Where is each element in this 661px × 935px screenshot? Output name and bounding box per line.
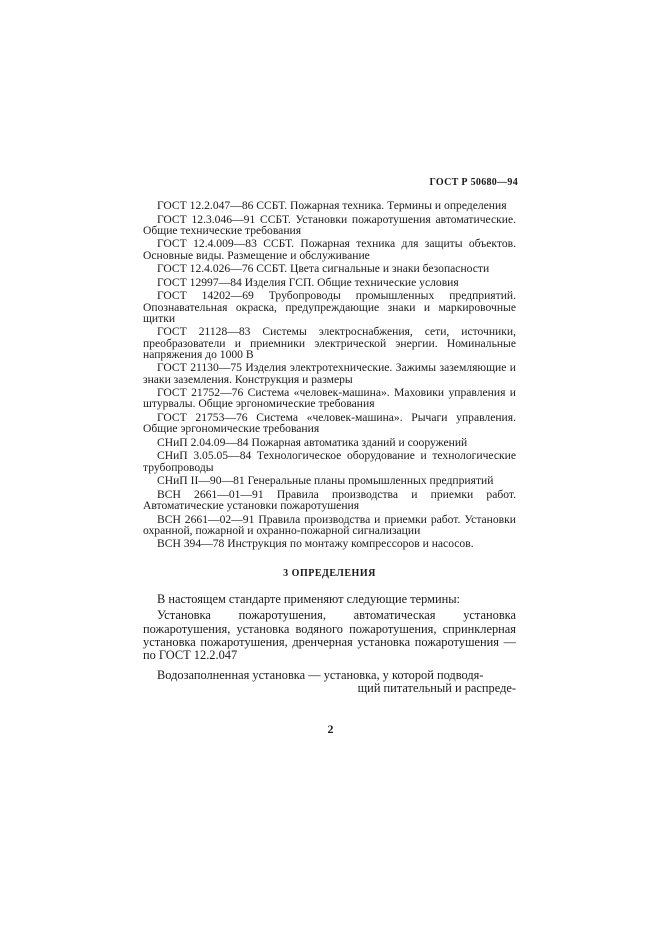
reference-item: ГОСТ 21752—76 Система «человек-машина». Маховики управления и штурвалы. Общие эргономические требования: [143, 386, 516, 411]
reference-item: ГОСТ 12.4.009—83 ССБТ. Пожарная техника для защиты объектов. Основные виды. Размещение и обслуживание: [143, 237, 516, 262]
reference-item: ВСН 2661—01—91 Правила производства и приемки работ. Автоматические установки пожаротушения: [143, 487, 516, 512]
reference-item: ГОСТ 21128—83 Системы электроснабжения, сети, источники, преобразователи и приемники электрической энергии. Номинальные напряжения до 1000 В: [143, 325, 516, 361]
reference-item: ГОСТ 12997—84 Изделия ГСП. Общие технические условия: [157, 275, 459, 289]
reference-item: ГОСТ 12.4.026—76 ССБТ. Цвета сигнальные и знаки безопасности: [157, 262, 490, 276]
reference-item: ВСН 394—78 Инструкция по монтажу компрессоров и насосов.: [157, 537, 474, 551]
definition-line: Водозаполненная установка — установка, у которой подводя-: [157, 667, 484, 682]
page-number: 2: [327, 722, 334, 736]
document-header: ГОСТ Р 50680—94: [429, 177, 518, 188]
document-body: [143, 200, 516, 696]
reference-item: ГОСТ 14202—69 Трубопроводы промышленных предприятий. Опознавательная окраска, предупреждающие знаки и маркировочные щитки: [143, 289, 516, 325]
reference-item: СНиП 2.04.09—84 Пожарная автоматика зданий и сооружений: [157, 435, 468, 449]
reference-item: СНиП 3.05.05—84 Технологическое оборудование и технологические трубопроводы: [143, 449, 516, 474]
references-list: [143, 200, 516, 550]
reference-item: ГОСТ 12.3.046—91 ССБТ. Установки пожаротушения автоматические. Общие технические требования: [143, 212, 516, 237]
reference-item: ВСН 2661—02—91 Правила производства и приемки работ. Установки охранной, пожарной и охранно-пожарной сигнализации: [143, 512, 516, 537]
reference-item: СНиП II—90—81 Генеральные планы промышленных предприятий: [157, 474, 494, 488]
reference-item: ГОСТ 21753—76 Система «человек-машина». Рычаги управления. Общие эргономические требования: [143, 410, 516, 436]
section-intro: В настоящем стандарте применяют следующие термины:: [157, 591, 460, 606]
terms-paragraph: Установка пожаротушения, автоматическая установка пожаротушения, установка водяного пожаротушения, спринклерная установка пожаротушения, дренчерная установка пожаротушения — по ГОСТ 12.2.047: [143, 608, 516, 663]
section-title: 3 ОПРЕДЕЛЕНИЯ: [283, 567, 376, 579]
reference-item: ГОСТ 21130—75 Изделия электротехнические. Зажимы заземляющие и знаки заземления. Конструкция и размеры: [143, 361, 516, 386]
reference-item: ГОСТ 12.2.047—86 ССБТ. Пожарная техника. Термины и определения: [157, 199, 507, 212]
definition-continuation: щий питательный и распреде-: [357, 681, 516, 696]
